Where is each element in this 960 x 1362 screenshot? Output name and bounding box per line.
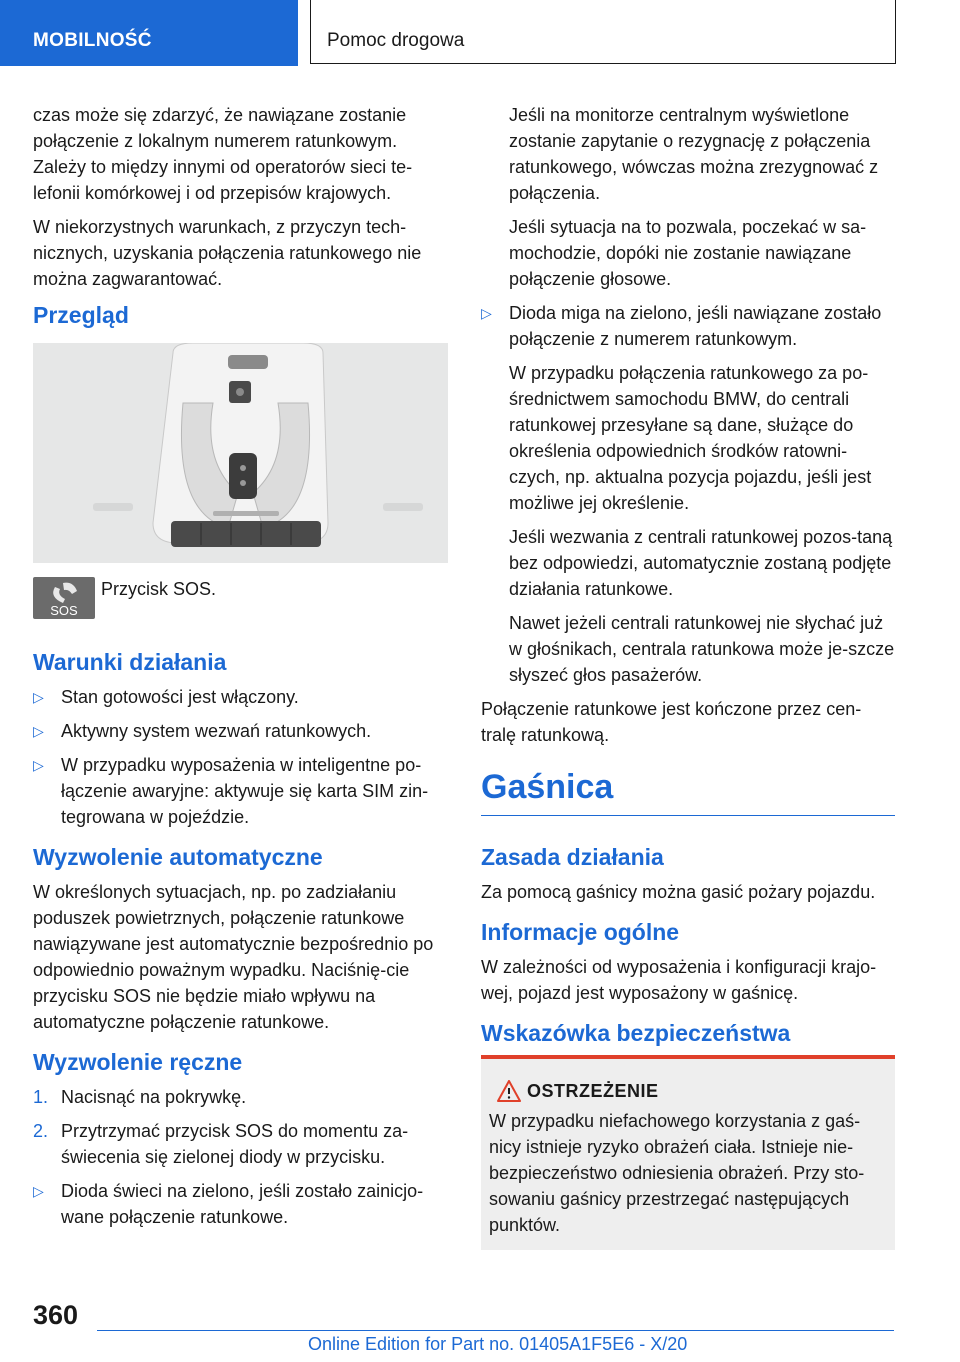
paragraph: W zależności od wyposażenia i konfiguracji krajo-wej, pojazd jest wyposażony w gaśnicę. <box>481 957 877 1003</box>
sos-button-icon <box>33 577 95 619</box>
section-tab: MOBILNOŚĆ <box>0 0 298 66</box>
step-item: 2. Przytrzymać przycisk SOS do momentu za-świecenia się zielonej diody w przycisku. <box>33 1121 409 1167</box>
list-item: ▷ Aktywny system wezwań ratunkowych. <box>33 718 448 744</box>
overhead-console-illustration <box>33 343 448 563</box>
paragraph: Nawet jeżeli centrali ratunkowej nie słychać już w głośnikach, centrala ratunkowa może je-szcze słyszeć głos pasażerów. <box>509 613 895 685</box>
auto-trigger-heading: Wyzwolenie automatyczne <box>33 844 323 870</box>
paragraph: Jeśli sytuacja na to pozwala, poczekać w sa-mochodzie, dopóki nie zostanie nawiązane połączenie głosowe. <box>509 217 867 289</box>
triangle-bullet-icon: ▷ <box>481 305 492 321</box>
footer-divider <box>97 1330 894 1331</box>
list-item: ▷ Stan gotowości jest włączony. <box>33 684 448 710</box>
principle-heading: Zasada działania <box>481 844 664 870</box>
safety-heading: Wskazówka bezpieczeństwa <box>481 1020 791 1046</box>
overview-heading: Przegląd <box>33 302 129 328</box>
warning-text: W przypadku niefachowego korzystania z gaś-nicy istnieje ryzyko obrażeń ciała. Istnieje nie-bezpieczeństwo odniesienia obrażeń. Przy sto-sowaniu gaśnicy przestrzegać następujących punktów. <box>489 1111 865 1235</box>
paragraph: czas może się zdarzyć, że nawiązane zostanie połączenie z lokalnym numerem ratunkowym. Zależy to między innymi od operatorów sieci te-lefonii komórkowej i od przepisów krajowych. <box>33 105 413 203</box>
left-column <box>33 102 448 1238</box>
paragraph: W określonych sytuacjach, np. po zadziałaniu poduszek powietrznych, połączenie ratunkowe nawiązywane jest automatycznie bezpośrednio po odpowiednio poważnym wypadku. Naciśnię-cie przycisku SOS nie będzie miało wpływu na automatyczne połączenie ratunkowe. <box>33 882 434 1032</box>
warning-box <box>481 1055 895 1250</box>
step-item: 1. Nacisnąć na pokrywkę. <box>33 1087 247 1107</box>
triangle-bullet-icon: ▷ <box>33 757 44 773</box>
conditions-heading: Warunki działania <box>33 649 227 675</box>
page-number: 360 <box>33 1300 79 1330</box>
general-info-heading: Informacje ogólne <box>481 919 680 945</box>
svg-text:SOS: SOS <box>50 603 78 618</box>
paragraph: Jeśli wezwania z centrali ratunkowej pozos-taną bez odpowiedzi, automatycznie zostaną podjęte działania ratunkowe. <box>509 527 893 599</box>
list-item: ▷ Dioda świeci na zielono, jeśli zostało zainicjo-wane połączenie ratunkowe. <box>33 1178 448 1230</box>
paragraph: Połączenie ratunkowe jest kończone przez cen-tralę ratunkową. <box>481 699 862 745</box>
page-header <box>0 0 960 66</box>
triangle-bullet-icon: ▷ <box>33 1183 44 1199</box>
paragraph: Jeśli na monitorze centralnym wyświetlone zostanie zapytanie o rezygnację z połączenia ratunkowego, wówczas można zrezygnować z połączenia. <box>509 105 879 203</box>
manual-trigger-heading: Wyzwolenie ręczne <box>33 1049 243 1075</box>
triangle-bullet-icon: ▷ <box>33 723 44 739</box>
right-column <box>481 102 895 1250</box>
list-item: ▷ W przypadku wyposażenia w inteligentne po-łączenie awaryjne: aktywuje się karta SIM zin-tegrowana w pojeździe. <box>33 752 448 830</box>
warning-title: OSTRZEŻENIE <box>489 1081 885 1102</box>
paragraph: Za pomocą gaśnicy można gasić pożary pojazdu. <box>481 882 876 902</box>
sos-caption-row <box>33 577 448 625</box>
sos-caption: Przycisk SOS. <box>101 579 217 599</box>
triangle-bullet-icon: ▷ <box>33 689 44 705</box>
warning-triangle-icon <box>497 1080 521 1107</box>
paragraph: W niekorzystnych warunkach, z przyczyn tech-nicznych, uzyskania połączenia ratunkowego nie można zagwarantować. <box>33 217 422 289</box>
extinguisher-heading: Gaśnica <box>481 768 895 816</box>
edition-text: Online Edition for Part no. 01405A1F5E6 - X/20 <box>308 1334 688 1354</box>
chapter-title: Pomoc drogowa <box>310 0 896 64</box>
list-item: ▷ Dioda miga na zielono, jeśli nawiązane zostało połączenie z numerem ratunkowym. <box>481 300 895 352</box>
paragraph: W przypadku połączenia ratunkowego za po-średnictwem samochodu BMW, do centrali ratunkowej przesyłane są dane, służące do określenia odpowiednich środków ratowni-czych, np. aktualna pozycja pojazdu, jeśli jest możliwe jej określenie. <box>509 363 872 513</box>
